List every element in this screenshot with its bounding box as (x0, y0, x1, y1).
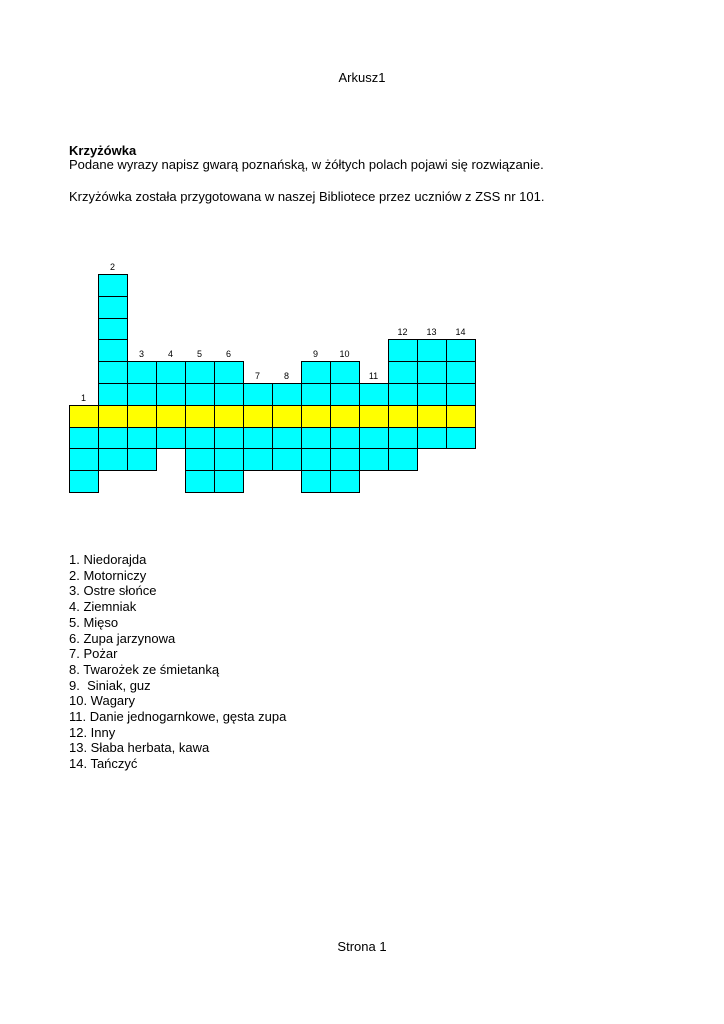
crossword-cell[interactable] (185, 383, 215, 406)
crossword-cell[interactable] (388, 427, 418, 450)
crossword-cell[interactable] (185, 405, 215, 428)
crossword-cell[interactable] (272, 383, 302, 406)
clue-number-label: 12 (397, 327, 408, 338)
crossword-cell[interactable] (359, 427, 389, 450)
crossword-cell[interactable] (127, 448, 157, 471)
clue-item: 6. Zupa jarzynowa (69, 630, 176, 646)
page-header: Arkusz1 (338, 70, 386, 85)
clue-item: 14. Tańczyć (69, 756, 138, 772)
crossword-title: Krzyżówka (69, 143, 137, 158)
crossword-cell[interactable] (417, 427, 447, 450)
crossword-cell[interactable] (330, 361, 360, 384)
crossword-cell[interactable] (185, 361, 215, 384)
crossword-cell[interactable] (243, 448, 273, 471)
clue-number-label: 14 (455, 327, 466, 338)
clue-item: 10. Wagary (69, 693, 135, 709)
crossword-cell[interactable] (388, 339, 418, 362)
clue-number-label: 9 (312, 349, 318, 360)
crossword-cell[interactable] (98, 274, 128, 297)
crossword-cell[interactable] (69, 427, 99, 450)
crossword-cell[interactable] (127, 405, 157, 428)
crossword-cell[interactable] (388, 405, 418, 428)
clue-number-label: 5 (196, 349, 202, 360)
crossword-cell[interactable] (185, 470, 215, 493)
clue-item: 8. Twarożek ze śmietanką (69, 661, 220, 677)
crossword-cell[interactable] (446, 405, 476, 428)
clue-number-label: 7 (254, 371, 260, 381)
clue-number-label: 8 (283, 371, 289, 381)
crossword-cell[interactable] (243, 427, 273, 450)
crossword-cell[interactable] (214, 470, 244, 493)
crossword-cell[interactable] (69, 448, 99, 471)
crossword-cell[interactable] (69, 405, 99, 428)
crossword-cell[interactable] (446, 361, 476, 384)
crossword-cell[interactable] (388, 361, 418, 384)
clue-item: 1. Niedorajda (69, 552, 147, 567)
crossword-cell[interactable] (272, 448, 302, 471)
clue-item: 11. Danie jednogarnkowe, gęsta zupa (69, 709, 287, 725)
note-text: Krzyżówka została przygotowana w naszej Bibliotece przez uczniów z ZSS nr 101. (69, 189, 545, 204)
clue-item: 12. Inny (69, 724, 116, 740)
clue-number-label: 10 (339, 349, 350, 360)
clue-number-label: 3 (138, 349, 144, 360)
clue-number-label: 2 (109, 262, 115, 272)
crossword-cell[interactable] (301, 405, 331, 428)
crossword-cell[interactable] (127, 427, 157, 450)
crossword-cell[interactable] (156, 405, 186, 428)
clue-item: 4. Ziemniak (69, 599, 137, 615)
clue-item: 9. Siniak, guz (69, 677, 151, 693)
crossword-cell[interactable] (98, 296, 128, 319)
crossword-cell[interactable] (185, 427, 215, 450)
crossword-cell[interactable] (156, 427, 186, 450)
crossword-cell[interactable] (330, 405, 360, 428)
page-footer: Strona 1 (337, 939, 387, 954)
crossword-cell[interactable] (359, 448, 389, 471)
crossword-cell[interactable] (243, 405, 273, 428)
instruction-text: Podane wyrazy napisz gwarą poznańską, w żółtych polach pojawi się rozwiązanie. (69, 157, 544, 172)
crossword-cell[interactable] (330, 427, 360, 450)
crossword-cell[interactable] (214, 448, 244, 471)
crossword-cell[interactable] (185, 448, 215, 471)
crossword-cell[interactable] (417, 405, 447, 428)
clue-item: 7. Pożar (69, 646, 118, 662)
crossword-cell[interactable] (98, 361, 128, 384)
crossword-cell[interactable] (98, 339, 128, 362)
crossword-cell[interactable] (330, 448, 360, 471)
crossword-cell[interactable] (272, 427, 302, 450)
crossword-cell[interactable] (156, 361, 186, 384)
crossword-cell[interactable] (69, 470, 99, 493)
clue-item: 5. Mięso (69, 614, 119, 630)
crossword-cell[interactable] (98, 405, 128, 428)
crossword-cell[interactable] (301, 361, 331, 384)
crossword-cell[interactable] (214, 405, 244, 428)
crossword-cell[interactable] (330, 383, 360, 406)
clue-list (69, 552, 286, 772)
crossword-cell[interactable] (98, 448, 128, 471)
clue-number-label: 4 (167, 349, 173, 360)
crossword-cell[interactable] (127, 383, 157, 406)
clue-item: 2. Motorniczy (69, 567, 147, 583)
crossword-cell[interactable] (98, 383, 128, 406)
crossword-cell[interactable] (359, 383, 389, 406)
crossword-cell[interactable] (301, 448, 331, 471)
crossword-cell[interactable] (417, 361, 447, 384)
crossword-cell[interactable] (156, 383, 186, 406)
crossword-cell[interactable] (98, 427, 128, 450)
crossword-cell[interactable] (446, 427, 476, 450)
crossword-cell[interactable] (301, 470, 331, 493)
clue-number-label: 11 (368, 371, 379, 381)
crossword-cell[interactable] (272, 405, 302, 428)
clue-number-label: 1 (80, 392, 86, 403)
crossword-cell[interactable] (330, 470, 360, 493)
crossword-cell[interactable] (301, 427, 331, 450)
crossword-cell[interactable] (446, 339, 476, 362)
crossword-cell[interactable] (127, 361, 157, 384)
crossword-cell[interactable] (243, 383, 273, 406)
clue-number-label: 6 (225, 349, 231, 360)
clue-number-label: 13 (426, 327, 437, 338)
crossword-cell[interactable] (359, 405, 389, 428)
crossword-cell[interactable] (417, 339, 447, 362)
crossword-cell[interactable] (214, 361, 244, 384)
clue-item: 13. Słaba herbata, kawa (69, 740, 210, 756)
crossword-cell[interactable] (388, 383, 418, 406)
crossword-cell[interactable] (214, 427, 244, 450)
clue-item: 3. Ostre słońce (69, 583, 157, 599)
crossword-cell[interactable] (446, 383, 476, 406)
crossword-cell[interactable] (417, 383, 447, 406)
crossword-cell[interactable] (98, 318, 128, 341)
crossword-cell[interactable] (214, 383, 244, 406)
crossword-cell[interactable] (388, 448, 418, 471)
crossword-cell[interactable] (301, 383, 331, 406)
